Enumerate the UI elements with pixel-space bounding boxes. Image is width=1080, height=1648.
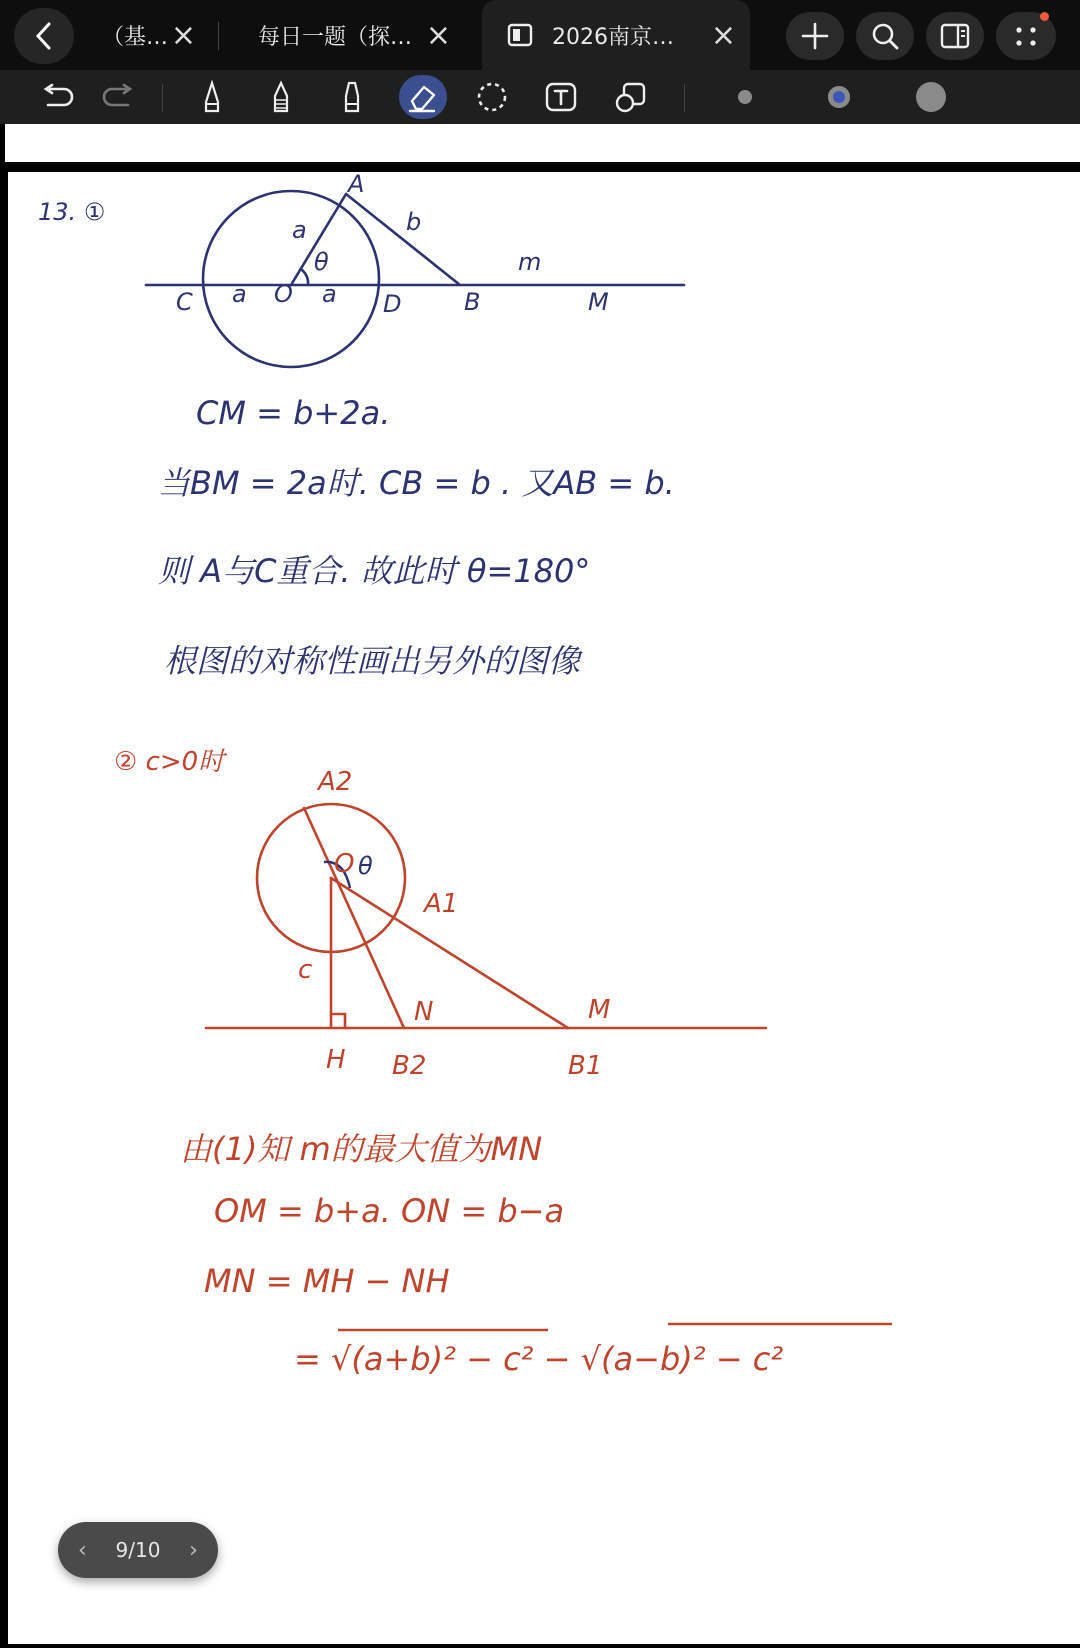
handwritten-note (8, 172, 1080, 1644)
label-M-2: M (588, 995, 611, 1025)
stroke-size-large[interactable] (916, 82, 946, 112)
label-m: m (518, 248, 542, 276)
undo-button[interactable] (36, 77, 80, 117)
grid-dots-icon (1011, 21, 1041, 51)
label-O-2: O (334, 849, 355, 879)
pen-tool[interactable] (190, 77, 234, 117)
label-H: H (326, 1045, 346, 1075)
back-button[interactable] (14, 8, 74, 64)
note-page[interactable] (8, 172, 1080, 1644)
search-icon (870, 21, 900, 51)
shape-tool[interactable] (609, 77, 653, 117)
note-line: 则 A与C重合. 故此时 θ=180° (158, 552, 591, 590)
circle-o (203, 191, 379, 367)
new-tab-button[interactable] (786, 12, 844, 60)
tab-title: 2026南京… (552, 24, 674, 50)
angle-theta-arc (302, 270, 308, 285)
segment-ab (346, 194, 460, 285)
toolbar-divider (684, 84, 685, 112)
label-B: B (464, 288, 481, 316)
chevron-left-icon (32, 20, 56, 52)
label-A2: A2 (318, 767, 353, 797)
previous-page-edge (5, 124, 1080, 162)
document-tab-icon (506, 22, 534, 48)
drawing-toolbar (0, 70, 1080, 124)
split-view-icon (939, 22, 971, 50)
tab-bar (0, 0, 1080, 70)
highlighter-icon (338, 80, 366, 114)
note-line: = √(a+b)² − c² − √(a−b)² − c² (294, 1340, 784, 1378)
tab-1[interactable] (240, 0, 465, 70)
tab-title: 每日一题（探… (258, 24, 413, 50)
redo-icon (100, 83, 136, 111)
label-a-top: a (292, 216, 307, 244)
label-O: O (274, 280, 293, 308)
toolbar-divider (162, 84, 163, 112)
note-line: 根图的对称性画出另外的图像 (164, 642, 581, 680)
part2-heading: ② c>0时 (114, 747, 225, 777)
pen-icon (198, 80, 226, 114)
split-view-button[interactable] (926, 12, 984, 60)
eraser-tool[interactable] (399, 75, 447, 119)
tab-divider (218, 22, 219, 50)
highlighter-tool[interactable] (330, 77, 374, 117)
note-line: 由(1)知 m的最大值为MN (180, 1130, 543, 1168)
label-M: M (588, 288, 609, 316)
page-indicator: 9/10 (115, 1538, 161, 1562)
right-angle-mark (331, 1014, 345, 1028)
shapes-icon (614, 80, 648, 114)
pencil-tool[interactable] (259, 77, 303, 117)
previous-page-icon[interactable]: ‹ (78, 1537, 87, 1563)
label-B2: B2 (392, 1051, 427, 1081)
label-A1: A1 (424, 889, 459, 919)
segment-a2b2 (304, 808, 404, 1028)
label-a-left: a (232, 280, 247, 308)
label-A: A (348, 172, 365, 198)
close-icon[interactable]: × (170, 18, 196, 53)
label-theta-2: θ (358, 852, 373, 880)
more-button[interactable] (996, 12, 1056, 60)
note-line: MN = MH − NH (204, 1262, 450, 1300)
label-b: b (406, 208, 422, 236)
label-a-right: a (322, 280, 337, 308)
label-N: N (414, 997, 434, 1027)
redo-button[interactable] (96, 77, 140, 117)
undo-icon (40, 83, 76, 111)
note-line: CM = b+2a. (196, 394, 391, 432)
page-navigator (58, 1522, 218, 1578)
search-button[interactable] (856, 12, 914, 60)
problem-number: 13. ① (38, 198, 106, 226)
tab-2[interactable] (482, 0, 750, 70)
stroke-size-medium[interactable] (828, 86, 850, 108)
lasso-icon (475, 80, 509, 114)
lasso-tool[interactable] (470, 77, 514, 117)
stroke-size-small[interactable] (738, 90, 752, 104)
note-line: OM = b+a. ON = b−a (214, 1192, 565, 1230)
next-page-icon[interactable]: › (189, 1537, 198, 1563)
pencil-icon (267, 80, 295, 114)
close-icon[interactable]: × (425, 18, 451, 53)
plus-icon (800, 21, 830, 51)
label-c: c (298, 955, 313, 985)
text-box-icon (544, 80, 578, 114)
text-tool[interactable] (539, 77, 583, 117)
tab-title: （基… (102, 24, 169, 50)
label-theta: θ (314, 248, 329, 276)
notification-dot (1040, 12, 1049, 21)
label-D: D (383, 290, 402, 318)
eraser-icon (406, 81, 440, 113)
note-line: 当BM = 2a时. CB = b . 又AB = b. (158, 464, 675, 502)
label-B1: B1 (568, 1051, 603, 1081)
close-icon[interactable]: × (710, 18, 736, 53)
tab-0[interactable] (90, 0, 210, 70)
label-C: C (176, 288, 193, 316)
